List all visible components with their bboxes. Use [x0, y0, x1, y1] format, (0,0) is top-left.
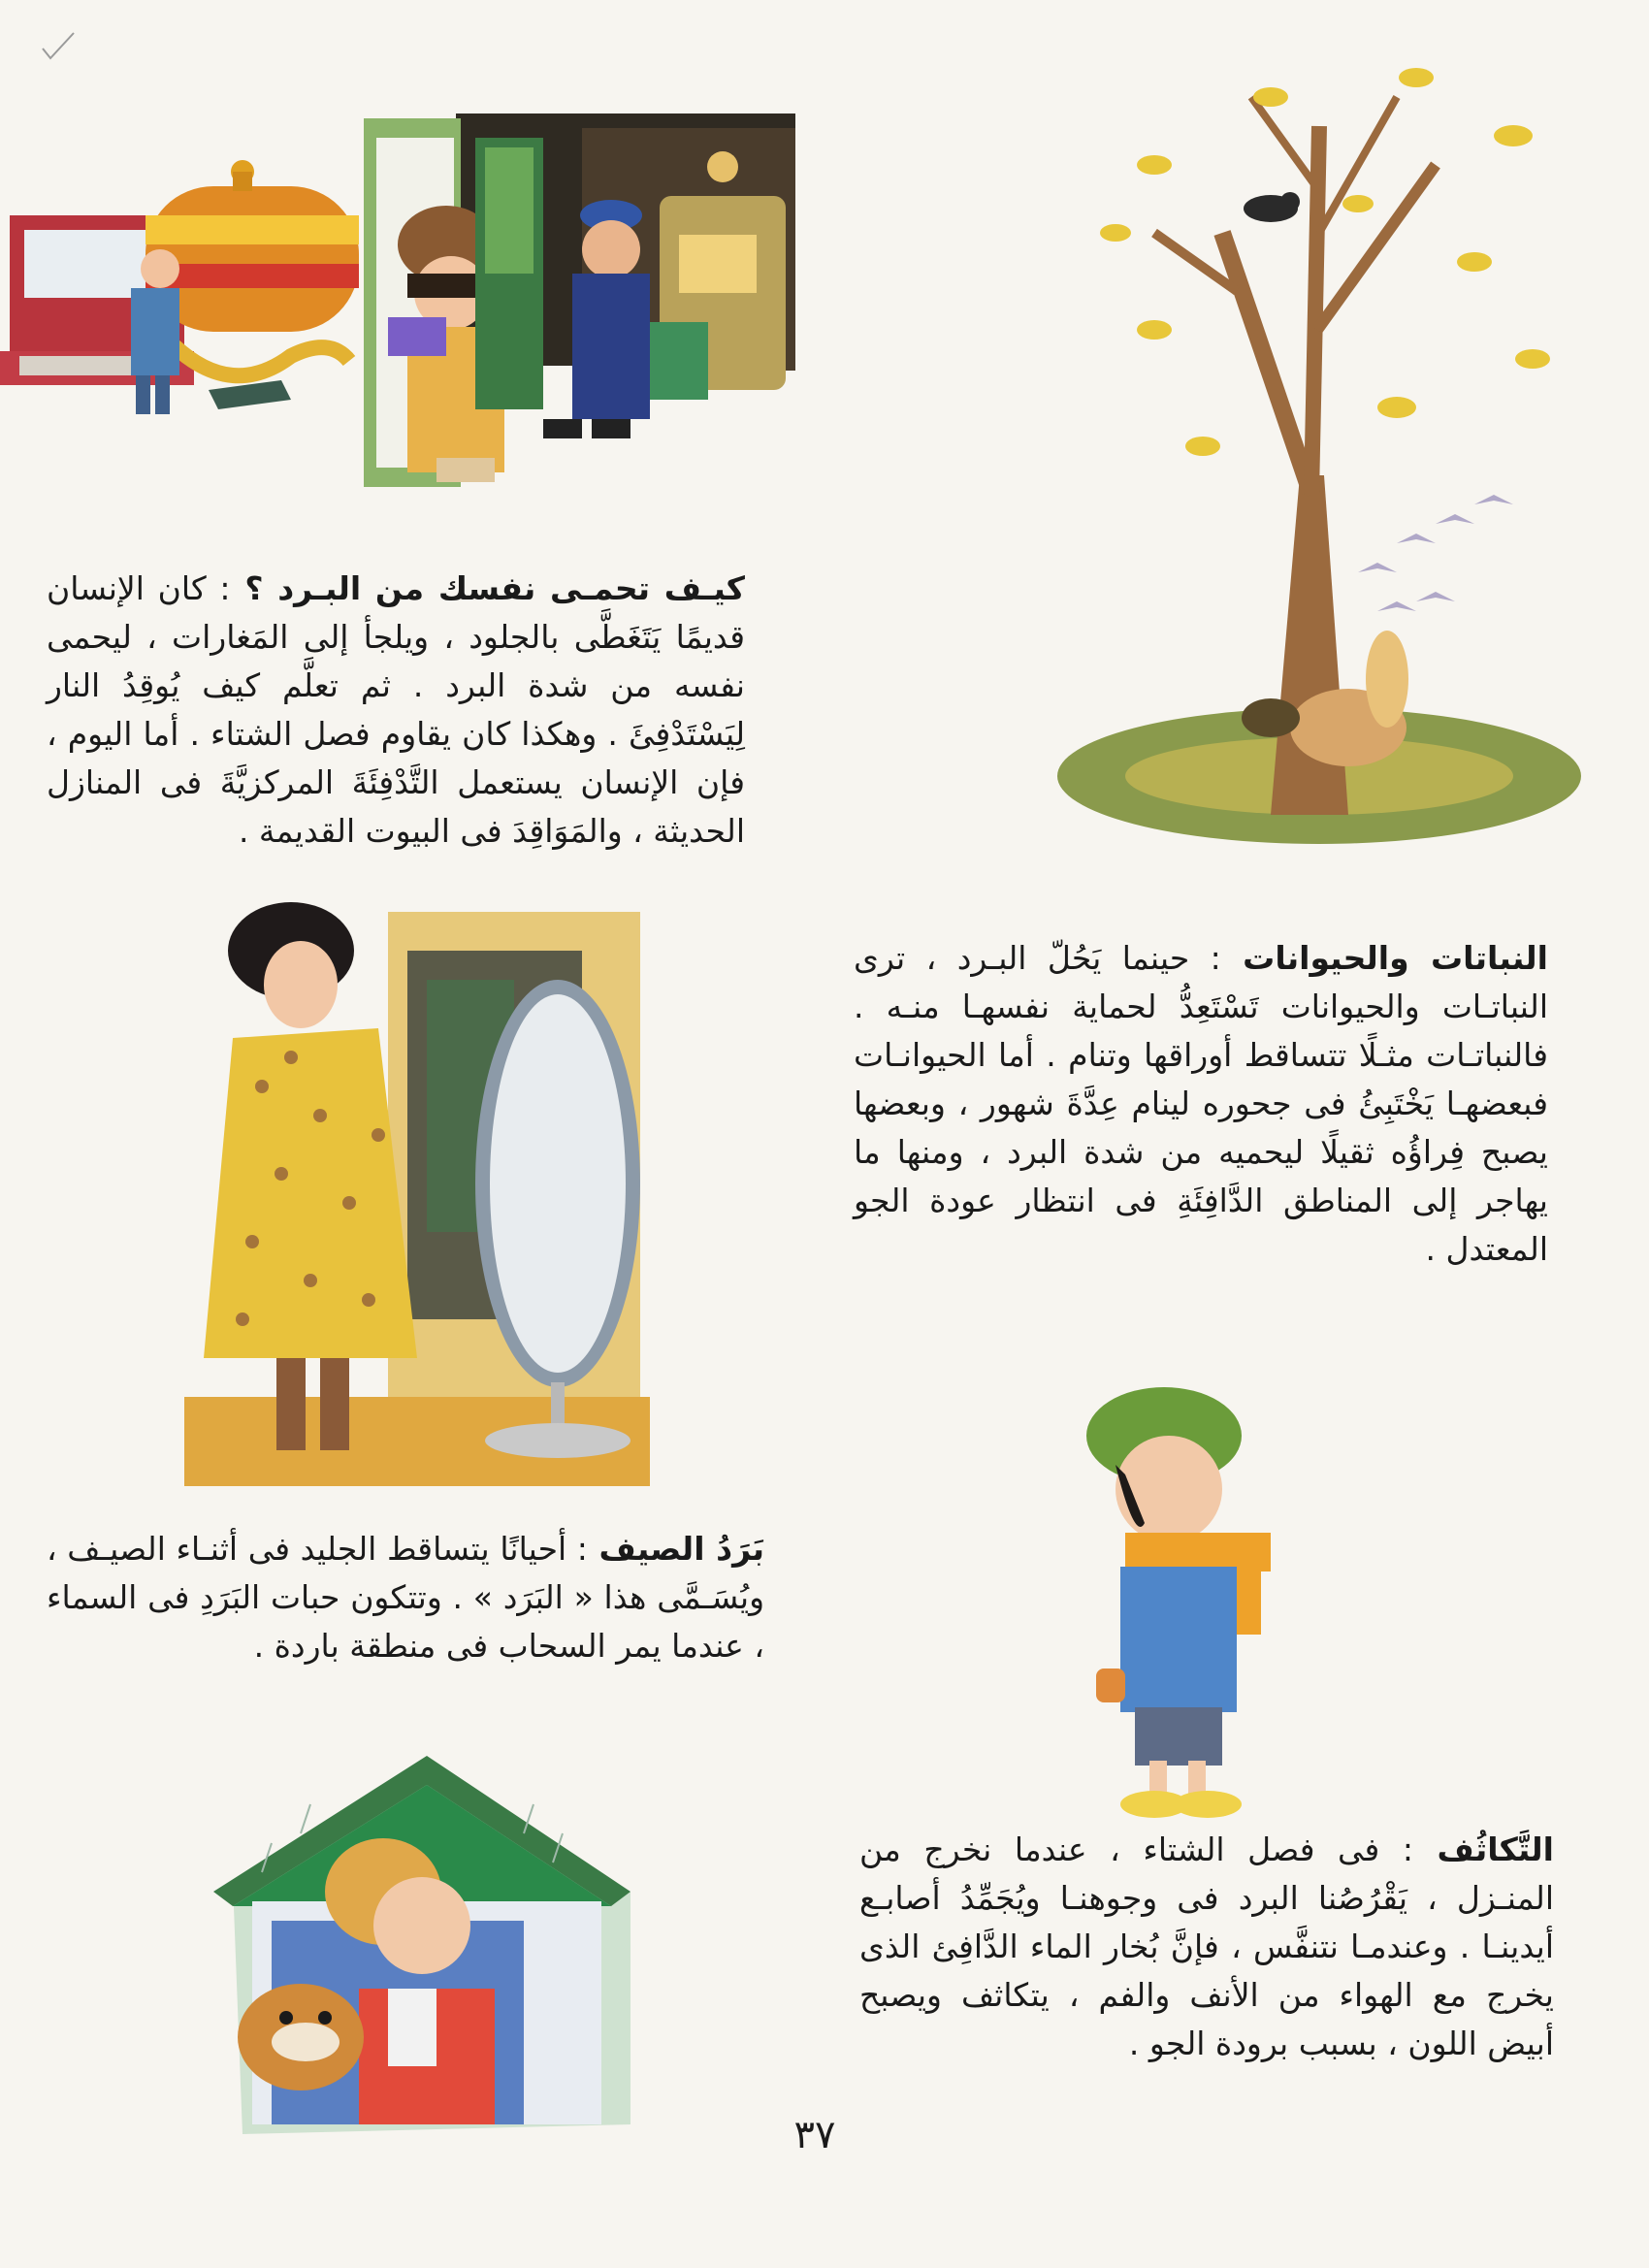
- heading-protect-from-cold: كيـف تحمـى نفسك من البـرد ؟: [230, 569, 746, 607]
- illustration-boy-green-cap: [1077, 1377, 1310, 1824]
- paragraph-plants-animals: [854, 934, 1548, 1274]
- pencil-check-mark: [39, 29, 78, 62]
- paragraph-protect-from-cold: [47, 565, 745, 856]
- heading-plants-animals: النباتات والحيوانات: [1220, 939, 1548, 977]
- paragraph-condensation: [859, 1826, 1554, 2068]
- illustration-woman-coat-mirror: [184, 892, 650, 1486]
- illustration-autumn-tree: [1028, 39, 1610, 844]
- heading-condensation: التَّكاثُف: [1413, 1831, 1554, 1868]
- illustration-heating-delivery: [0, 109, 795, 487]
- body-plants-animals: : حينما يَحُلّ البـرد ، ترى النباتـات والحيوانات تَسْتَعِدُّ لحماية نفسهـا منـه . فالنباتـات مثـلًا تتساقط أوراقها وتنام . أما الحيوانـات فبعضهـا يَخْتَبِئُ فى جحوره لينام عِدَّةَ شهور ، وبعضها يصبح فِراؤُه ثقيلًا ليحميه من شدة البرد ، ومنها ما يهاجر إلى المناطق الدَّافِئَةِ فى انتظار عودة الجو المعتدل .: [854, 939, 1548, 1268]
- body-protect-from-cold: : كان الإنسان قديمًا يَتَغَطَّى بالجلود ، ويلجأ إلى المَغارات ، ليحمى نفسه من شدة البرد . ثم تعلَّم كيف يُوقِدُ النار لِيَسْتَدْفِئَ . وهكذا كان يقاوم فصل الشتاء . أما اليوم ، فإن الإنسان يستعمل التَّدْفِئَةَ المركزيَّةَ فى المنازل الحديثة ، والمَوَاقِدَ فى البيوت القديمة .: [47, 569, 745, 850]
- heading-summer-hail: بَرَدُ الصيف: [587, 1530, 764, 1568]
- illustration-doghouse-rain: [213, 1746, 640, 2144]
- paragraph-summer-hail: [47, 1525, 764, 1670]
- body-condensation: : فى فصل الشتاء ، عندما نخرج من المنـزل ، يَقْرُصُنا البرد فى وجوهنـا ويُجَمِّدُ أصابـع أيدينـا . وعندمـا نتنفَّس ، فإنَّ بُخار الماء الدَّافِئ الذى يخرج مع الهواء من الأنف والفم ، يتكاثف ويصبح أبيض اللون ، بسبب برودة الجو .: [859, 1831, 1554, 2062]
- body-summer-hail: : أحيانًا يتساقط الجليد فى أثنـاء الصيـف ، ويُسَـمَّى هذا « البَرَد » . وتتكون حبات البَرَدِ فى السماء ، عندما يمر السحاب فى منطقة باردة .: [47, 1530, 764, 1665]
- page-number: ٣٧: [793, 2113, 836, 2157]
